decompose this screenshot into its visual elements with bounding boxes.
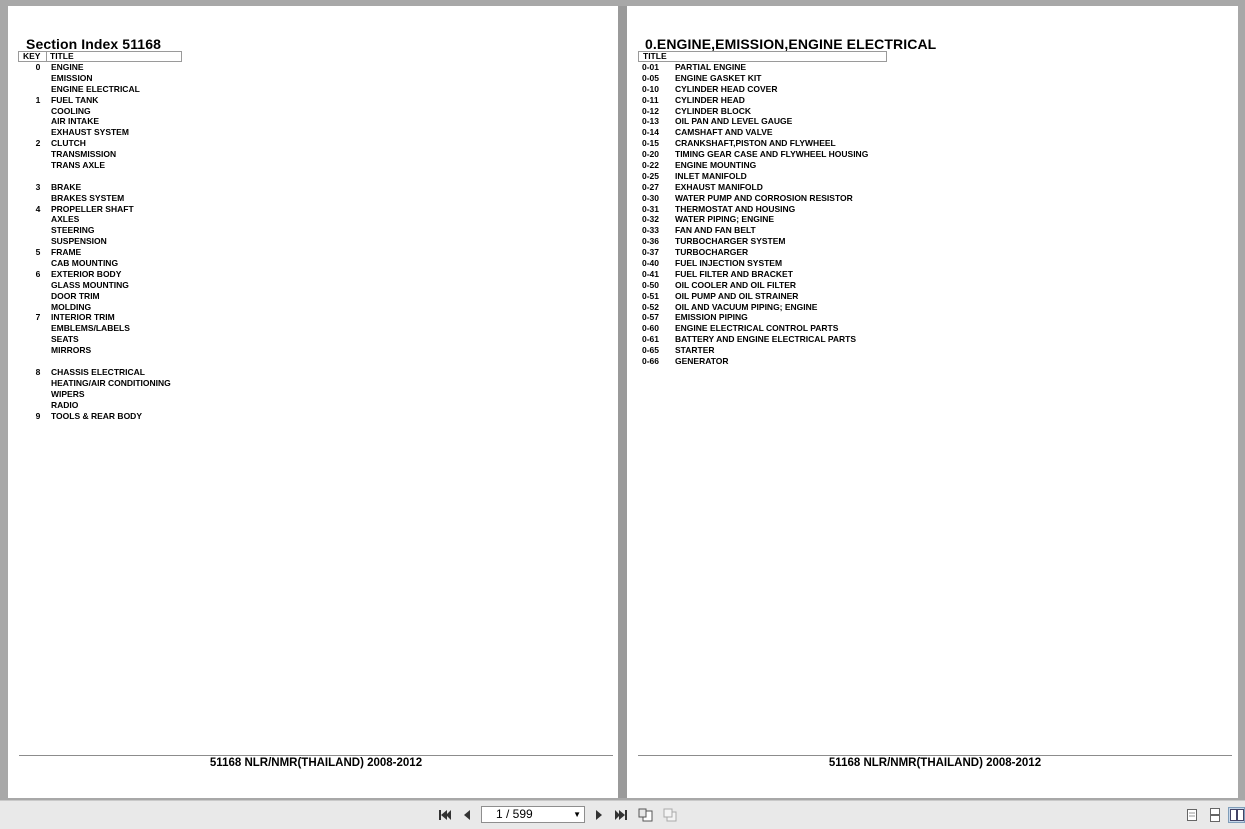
item-title[interactable]: EMBLEMS/LABELS — [51, 323, 130, 334]
item-key: 4 — [35, 203, 41, 214]
list-item — [8, 269, 618, 280]
item-key: 0-51 — [642, 290, 660, 301]
title-column-header: TITLE — [643, 51, 667, 61]
item-key: 0-27 — [642, 181, 660, 192]
item-key: 0-60 — [642, 323, 660, 334]
facing-view-button[interactable] — [1228, 807, 1245, 823]
list-item — [627, 62, 1238, 73]
item-title[interactable]: PROPELLER SHAFT — [51, 203, 134, 214]
item-title[interactable]: STEERING — [51, 225, 95, 236]
list-item — [627, 269, 1238, 280]
list-item — [8, 84, 618, 95]
item-title[interactable]: OIL AND VACUUM PIPING; ENGINE — [675, 301, 818, 312]
list-item — [627, 106, 1238, 117]
item-title[interactable]: TOOLS & REAR BODY — [51, 410, 142, 421]
list-item — [8, 171, 618, 182]
item-key: 8 — [35, 366, 41, 377]
item-title[interactable]: TURBOCHARGER — [675, 247, 749, 258]
item-key: 3 — [35, 181, 41, 192]
item-title[interactable]: OIL COOLER AND OIL FILTER — [675, 279, 797, 290]
item-title[interactable]: CAB MOUNTING — [51, 258, 119, 269]
item-title[interactable]: CHASSIS ELECTRICAL — [51, 366, 145, 377]
last-page-icon — [614, 809, 628, 821]
item-title[interactable]: GLASS MOUNTING — [51, 279, 129, 290]
item-title[interactable]: OIL PUMP AND OIL STRAINER — [675, 290, 799, 301]
list-item — [627, 182, 1238, 193]
item-key: 0-22 — [642, 160, 660, 171]
left-index-rows — [8, 62, 618, 421]
footer-divider — [19, 755, 613, 756]
item-key: 0-13 — [642, 116, 660, 127]
item-title[interactable]: HEATING/AIR CONDITIONING — [51, 377, 171, 388]
item-title[interactable]: STARTER — [675, 345, 715, 356]
list-item — [8, 367, 618, 378]
item-title[interactable]: RADIO — [51, 399, 79, 410]
item-title[interactable]: WATER PIPING; ENGINE — [675, 214, 775, 225]
item-title[interactable]: EXHAUST SYSTEM — [51, 127, 129, 138]
list-item — [627, 356, 1238, 367]
page-copy-icon — [662, 808, 678, 822]
list-item — [8, 280, 618, 291]
key-column-header: KEY — [23, 51, 41, 61]
item-title[interactable]: FRAME — [51, 247, 82, 258]
item-key: 1 — [35, 94, 41, 105]
right-index-rows — [627, 62, 1238, 367]
list-item — [627, 345, 1238, 356]
list-item — [8, 400, 618, 411]
list-item — [8, 334, 618, 345]
item-key: 0-57 — [642, 312, 660, 323]
item-key: 0-33 — [642, 225, 660, 236]
item-key: 9 — [35, 410, 41, 421]
item-title[interactable]: BRAKE — [51, 181, 82, 192]
item-title[interactable]: CYLINDER HEAD COVER — [675, 83, 778, 94]
item-title[interactable]: CYLINDER BLOCK — [675, 105, 752, 116]
item-title[interactable]: AXLES — [51, 214, 80, 225]
first-page-button[interactable] — [436, 807, 454, 823]
page-gap — [618, 6, 627, 798]
list-item — [627, 258, 1238, 269]
list-item — [627, 291, 1238, 302]
right-page-footer: 51168 NLR/NMR(THAILAND) 2008-2012 — [828, 757, 1042, 769]
list-item — [627, 302, 1238, 313]
last-page-button[interactable] — [612, 807, 630, 823]
continuous-view-button[interactable] — [1206, 807, 1224, 823]
list-item — [627, 225, 1238, 236]
item-title[interactable]: SUSPENSION — [51, 236, 107, 247]
item-key: 0-36 — [642, 236, 660, 247]
item-title[interactable]: WATER PUMP AND CORROSION RESISTOR — [675, 192, 853, 203]
item-title[interactable]: EXHAUST MANIFOLD — [675, 181, 763, 192]
list-item — [627, 95, 1238, 106]
item-key: 0-25 — [642, 170, 660, 181]
item-title[interactable]: THERMOSTAT AND HOUSING — [675, 203, 796, 214]
item-title[interactable]: GENERATOR — [675, 356, 729, 367]
list-item — [627, 334, 1238, 345]
item-key: 0-31 — [642, 203, 660, 214]
item-title[interactable]: TRANS AXLE — [51, 160, 105, 171]
item-title[interactable]: CRANKSHAFT,PISTON AND FLYWHEEL — [675, 138, 836, 149]
list-item — [8, 106, 618, 117]
list-item — [8, 323, 618, 334]
next-page-button[interactable] — [590, 807, 608, 823]
list-item — [627, 247, 1238, 258]
title-column-header: TITLE — [50, 51, 74, 61]
item-key: 0-20 — [642, 149, 660, 160]
list-item — [8, 247, 618, 258]
item-key: 5 — [35, 247, 41, 258]
item-title[interactable]: CYLINDER HEAD — [675, 94, 745, 105]
list-item — [8, 345, 618, 356]
left-document-page — [8, 6, 618, 798]
item-title[interactable]: ENGINE GASKET KIT — [675, 72, 762, 83]
list-item — [8, 138, 618, 149]
list-item — [627, 127, 1238, 138]
viewer-toolbar — [0, 800, 1245, 829]
item-title[interactable]: PARTIAL ENGINE — [675, 62, 746, 72]
list-item — [8, 291, 618, 302]
item-title[interactable]: AIR INTAKE — [51, 116, 100, 127]
section-index-title: Section Index 51168 — [26, 36, 161, 52]
item-title[interactable]: CAMSHAFT AND VALVE — [675, 127, 773, 138]
item-key: 0-05 — [642, 72, 660, 83]
item-title[interactable]: TURBOCHARGER SYSTEM — [675, 236, 786, 247]
list-item — [627, 214, 1238, 225]
item-key: 0-11 — [642, 94, 659, 105]
list-item — [8, 302, 618, 313]
item-key: 0-66 — [642, 356, 660, 367]
item-title[interactable]: FAN AND FAN BELT — [675, 225, 756, 236]
item-title[interactable]: EMISSION PIPING — [675, 312, 748, 323]
item-title[interactable]: COOLING — [51, 105, 91, 116]
item-title[interactable]: TRANSMISSION — [51, 149, 117, 160]
list-item — [627, 280, 1238, 291]
list-item — [627, 171, 1238, 182]
item-key: 0-10 — [642, 83, 660, 94]
left-table-header — [18, 51, 182, 62]
item-key: 0-30 — [642, 192, 660, 203]
list-item — [8, 312, 618, 323]
list-item — [627, 149, 1238, 160]
item-title[interactable]: EMISSION — [51, 72, 93, 83]
page-number-dropdown[interactable] — [481, 806, 585, 823]
item-key: 0-37 — [642, 247, 660, 258]
list-item — [8, 204, 618, 215]
list-item — [8, 378, 618, 389]
item-title[interactable]: TIMING GEAR CASE AND FLYWHEEL HOUSING — [675, 149, 869, 160]
previous-page-icon — [462, 809, 472, 821]
facing-pages-icon — [1230, 809, 1244, 821]
item-key: 0-32 — [642, 214, 660, 225]
item-key: 0-14 — [642, 127, 660, 138]
list-item — [627, 116, 1238, 127]
first-page-icon — [438, 809, 452, 821]
item-title[interactable]: DOOR TRIM — [51, 290, 100, 301]
list-item — [627, 193, 1238, 204]
left-page-footer: 51168 NLR/NMR(THAILAND) 2008-2012 — [209, 757, 423, 769]
list-item — [8, 160, 618, 171]
right-table-header — [638, 51, 887, 62]
rotate-view-button[interactable] — [637, 807, 655, 823]
list-item — [8, 62, 618, 73]
list-item — [8, 258, 618, 269]
list-item — [8, 95, 618, 106]
footer-divider — [638, 755, 1232, 756]
item-title[interactable]: BATTERY AND ENGINE ELECTRICAL PARTS — [675, 334, 857, 345]
item-key: 0-50 — [642, 279, 660, 290]
continuous-page-icon — [1209, 808, 1221, 822]
item-key: 0 — [35, 62, 41, 72]
list-item — [627, 73, 1238, 84]
list-item — [8, 356, 618, 367]
item-title[interactable]: ENGINE — [51, 62, 84, 72]
item-key: 0-41 — [642, 268, 660, 279]
list-item — [8, 389, 618, 400]
item-key: 6 — [35, 268, 41, 279]
item-key: 2 — [35, 138, 41, 149]
two-page-toggle-button[interactable] — [661, 807, 679, 823]
list-item — [8, 214, 618, 225]
list-item — [8, 73, 618, 84]
item-title[interactable]: WIPERS — [51, 388, 85, 399]
item-key: 0-15 — [642, 138, 660, 149]
next-page-icon — [594, 809, 604, 821]
item-title[interactable]: FUEL INJECTION SYSTEM — [675, 258, 783, 269]
item-title[interactable]: ENGINE ELECTRICAL — [51, 83, 140, 94]
list-item — [8, 411, 618, 422]
item-title[interactable]: FUEL FILTER AND BRACKET — [675, 268, 793, 279]
page-indicator: 1 / 599 — [496, 807, 533, 821]
item-title[interactable]: EXTERIOR BODY — [51, 268, 122, 279]
item-title[interactable]: ENGINE ELECTRICAL CONTROL PARTS — [675, 323, 839, 334]
item-key: 0-52 — [642, 301, 660, 312]
item-key: 0-12 — [642, 105, 660, 116]
list-item — [627, 138, 1238, 149]
item-key: 0-61 — [642, 334, 660, 345]
item-title[interactable]: ENGINE MOUNTING — [675, 160, 757, 171]
item-title[interactable]: OIL PAN AND LEVEL GAUGE — [675, 116, 793, 127]
previous-page-button[interactable] — [458, 807, 476, 823]
item-title[interactable]: BRAKES SYSTEM — [51, 192, 125, 203]
list-item — [627, 204, 1238, 215]
single-page-view-button[interactable] — [1183, 807, 1201, 823]
right-document-page — [627, 6, 1238, 798]
item-title[interactable]: SEATS — [51, 334, 79, 345]
list-item — [8, 149, 618, 160]
list-item — [8, 193, 618, 204]
list-item — [627, 236, 1238, 247]
list-item — [8, 127, 618, 138]
item-title[interactable]: MIRRORS — [51, 345, 92, 356]
list-item — [627, 160, 1238, 171]
item-key: 7 — [35, 312, 41, 323]
page-rotate-icon — [638, 808, 654, 822]
item-key: 0-65 — [642, 345, 660, 356]
list-item — [8, 116, 618, 127]
list-item — [8, 236, 618, 247]
single-page-icon — [1186, 808, 1198, 822]
chevron-down-icon: ▼ — [573, 810, 581, 819]
list-item — [8, 225, 618, 236]
item-title[interactable]: MOLDING — [51, 301, 92, 312]
list-item — [627, 323, 1238, 334]
item-key: 0-01 — [642, 62, 660, 72]
section-title: 0.ENGINE,EMISSION,ENGINE ELECTRICAL — [645, 36, 937, 52]
list-item — [627, 84, 1238, 95]
item-key: 0-40 — [642, 258, 660, 269]
item-title[interactable]: FUEL TANK — [51, 94, 99, 105]
item-title[interactable]: INTERIOR TRIM — [51, 312, 115, 323]
item-title[interactable]: CLUTCH — [51, 138, 86, 149]
item-title[interactable]: INLET MANIFOLD — [675, 170, 747, 181]
list-item — [8, 182, 618, 193]
list-item — [627, 312, 1238, 323]
